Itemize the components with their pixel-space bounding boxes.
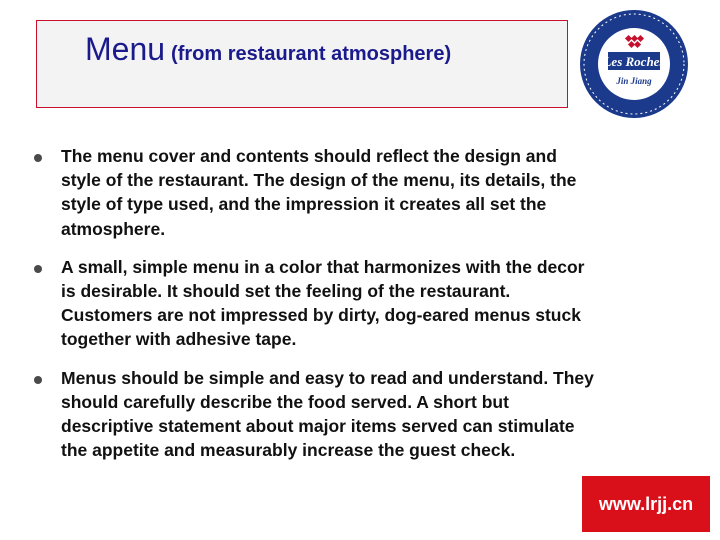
bullet-text: Menus should be simple and easy to read and understand. They should carefully describe the food served. A short but descriptive statement about major items served can stimulate the appetite and measurably increase the guest check.	[61, 367, 594, 461]
list-item	[34, 366, 594, 463]
list-item	[34, 144, 594, 241]
bullet-dot-icon	[34, 154, 42, 162]
bullet-text: The menu cover and contents should reflect the design and style of the restaurant. The design of the menu, its details, the style of type used, and the impression it creates all set the atmosphere.	[61, 146, 577, 239]
site-badge[interactable]	[582, 476, 710, 532]
logo-sub: Jin Jiang	[616, 76, 652, 86]
bullet-list	[34, 144, 594, 476]
title-main: Menu	[85, 31, 166, 67]
logo-graphic	[578, 8, 690, 120]
page-title	[85, 31, 451, 68]
bullet-text: A small, simple menu in a color that harmonizes with the decor is desirable. It should set the feeling of the restaurant. Customers are not impressed by dirty, dog-eared menus stuck together with adhesive tape.	[61, 256, 585, 350]
title-box	[36, 20, 568, 108]
bullet-dot-icon	[34, 265, 42, 273]
logo-name: Les Roches	[603, 54, 665, 69]
title-sub: (from restaurant atmosphere)	[171, 43, 452, 65]
school-seal-icon	[578, 8, 690, 120]
list-item	[34, 255, 594, 352]
bullet-dot-icon	[34, 376, 42, 384]
site-link[interactable]: www.lrjj.cn	[598, 493, 694, 514]
